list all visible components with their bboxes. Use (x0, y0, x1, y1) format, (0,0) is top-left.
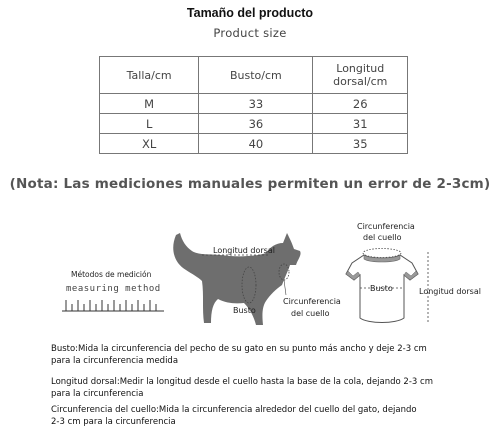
cell-size: XL (100, 134, 199, 154)
methods-label-en: measuring method (66, 284, 161, 294)
methods-label-es: Métodos de medición (71, 270, 152, 279)
header-back-length: Longitud dorsal/cm (313, 57, 408, 94)
neck-description-line1: Circunferencia del cuello:Mida la circunferencia alrededor del cuello del gato, dejando (51, 405, 417, 415)
cell-back-length: 31 (313, 114, 408, 134)
measuring-tape-icon (60, 294, 168, 316)
table-row (100, 94, 408, 114)
page-title: Tamaño del producto (186, 6, 314, 20)
shirt-neck-label-2: del cuello (363, 233, 402, 242)
cell-back-length: 26 (313, 94, 408, 114)
page-subtitle: Product size (213, 26, 287, 40)
table-row (100, 134, 408, 154)
measurement-note: (Nota: Las mediciones manuales permiten un error de 2-3cm) (9, 176, 491, 192)
chest-description-line1: Busto:Mida la circunferencia del pecho de su gato en su punto más ancho y deje 2-3 cm (51, 344, 427, 354)
header-chest: Busto/cm (199, 57, 313, 94)
cat-neck-label-2: del cuello (291, 309, 330, 318)
shirt-neck-label-1: Circunferencia (357, 222, 415, 231)
cell-chest: 40 (199, 134, 313, 154)
cell-size: L (100, 114, 199, 134)
neck-description (51, 404, 491, 428)
cat-back-length-label: Longitud dorsal (213, 246, 275, 255)
cell-chest: 33 (199, 94, 313, 114)
table-row (100, 114, 408, 134)
cell-chest: 36 (199, 114, 313, 134)
back-length-description-line2: para la circunferencia (51, 389, 144, 399)
chest-description-line2: para la circunferencia medida (51, 356, 179, 366)
chest-description (51, 343, 491, 367)
shirt-back-length-label: Longitud dorsal (419, 287, 481, 296)
back-length-description (51, 376, 491, 400)
cat-neck-label-1: Circunferencia (283, 297, 341, 306)
back-length-description-line1: Longitud dorsal:Medir la longitud desde el cuello hasta la base de la cola, dejando 2-3 cm (51, 377, 433, 387)
header-size: Talla/cm (100, 57, 199, 94)
neck-description-line2: 2-3 cm para la circunferencia (51, 417, 176, 427)
size-table (99, 56, 408, 154)
table-header-row (100, 57, 408, 94)
cell-size: M (100, 94, 199, 114)
cat-chest-label: Busto (233, 306, 256, 315)
shirt-chest-label: Busto (370, 284, 393, 293)
cell-back-length: 35 (313, 134, 408, 154)
